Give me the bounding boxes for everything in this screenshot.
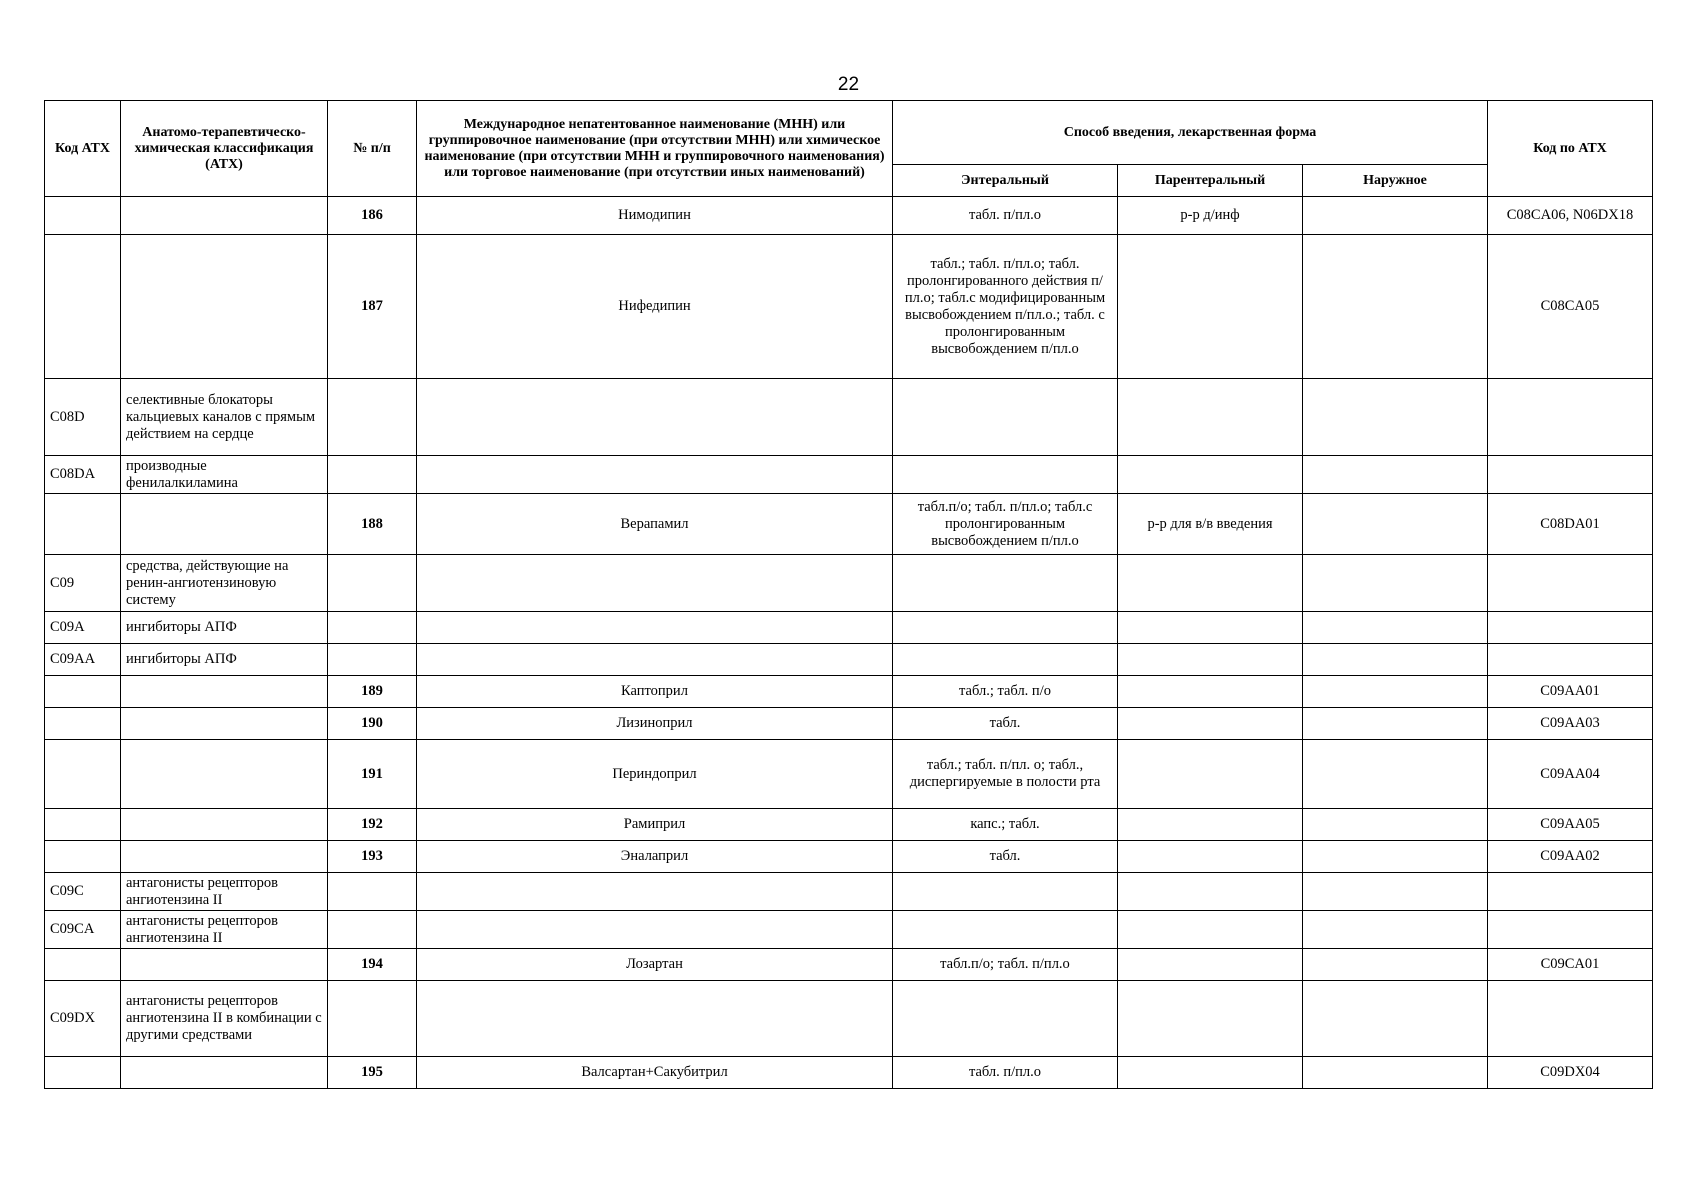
cell-classification: ингибиторы АПФ (121, 612, 328, 644)
cell-enteral: табл.; табл. п/пл. о; табл., диспергируемые в полости рта (893, 740, 1118, 809)
table-row (45, 197, 1653, 235)
cell-num (328, 456, 417, 494)
cell-code-by-atx (1488, 981, 1653, 1057)
cell-enteral: табл. (893, 841, 1118, 873)
cell-num: 192 (328, 809, 417, 841)
cell-enteral: капс.; табл. (893, 809, 1118, 841)
cell-code-by-atx (1488, 873, 1653, 911)
cell-classification: производные фенилалкиламина (121, 456, 328, 494)
table-header (45, 101, 1653, 197)
cell-external (1303, 197, 1488, 235)
cell-code-atx (45, 676, 121, 708)
table-row (45, 379, 1653, 456)
cell-code-atx: C09AA (45, 644, 121, 676)
cell-enteral (893, 379, 1118, 456)
header-code-by-atx: Код по АТХ (1488, 101, 1653, 197)
cell-num: 195 (328, 1057, 417, 1089)
cell-name (417, 981, 893, 1057)
cell-code-atx (45, 1057, 121, 1089)
table-row (45, 981, 1653, 1057)
cell-parenteral (1118, 1057, 1303, 1089)
cell-enteral (893, 911, 1118, 949)
cell-classification (121, 1057, 328, 1089)
cell-name: Верапамил (417, 494, 893, 555)
cell-name (417, 644, 893, 676)
cell-name: Валсартан+Сакубитрил (417, 1057, 893, 1089)
cell-code-atx: C09A (45, 612, 121, 644)
cell-code-atx (45, 708, 121, 740)
header-classification: Анатомо-терапевтическо-химическая классификация (АТХ) (121, 101, 328, 197)
cell-parenteral (1118, 456, 1303, 494)
cell-num (328, 379, 417, 456)
cell-code-atx: C09C (45, 873, 121, 911)
cell-parenteral (1118, 911, 1303, 949)
cell-code-atx: C08DA (45, 456, 121, 494)
cell-code-atx (45, 494, 121, 555)
cell-enteral: табл. п/пл.о (893, 1057, 1118, 1089)
cell-parenteral (1118, 235, 1303, 379)
cell-classification: ингибиторы АПФ (121, 644, 328, 676)
header-code-atx: Код АТХ (45, 101, 121, 197)
cell-enteral: табл.; табл. п/пл.о; табл. пролонгированного действия п/пл.о; табл.с модифицированным высвобождением п/пл.о.; табл. с пролонгированным высвобождением п/пл.о (893, 235, 1118, 379)
header-route: Способ введения, лекарственная форма (893, 101, 1488, 165)
cell-parenteral (1118, 676, 1303, 708)
page-number: 22 (837, 74, 860, 95)
header-external: Наружное (1303, 165, 1488, 197)
cell-code-by-atx: C09AA02 (1488, 841, 1653, 873)
cell-enteral: табл.п/о; табл. п/пл.о; табл.с пролонгированным высвобождением п/пл.о (893, 494, 1118, 555)
cell-code-by-atx (1488, 612, 1653, 644)
cell-external (1303, 644, 1488, 676)
table-row (45, 612, 1653, 644)
cell-enteral (893, 555, 1118, 612)
cell-name (417, 379, 893, 456)
table-row (45, 676, 1653, 708)
table-row (45, 949, 1653, 981)
cell-enteral: табл. (893, 708, 1118, 740)
cell-code-by-atx: C09AA03 (1488, 708, 1653, 740)
cell-code-by-atx: C08DA01 (1488, 494, 1653, 555)
cell-code-atx: C09CA (45, 911, 121, 949)
cell-classification (121, 740, 328, 809)
cell-parenteral (1118, 555, 1303, 612)
cell-classification: антагонисты рецепторов ангиотензина II (121, 873, 328, 911)
cell-code-atx (45, 235, 121, 379)
cell-external (1303, 379, 1488, 456)
table-row (45, 708, 1653, 740)
cell-parenteral (1118, 841, 1303, 873)
cell-name: Каптоприл (417, 676, 893, 708)
cell-enteral: табл. п/пл.о (893, 197, 1118, 235)
cell-name: Рамиприл (417, 809, 893, 841)
table-row (45, 809, 1653, 841)
cell-code-by-atx (1488, 379, 1653, 456)
cell-external (1303, 841, 1488, 873)
cell-code-atx (45, 740, 121, 809)
cell-parenteral (1118, 873, 1303, 911)
cell-parenteral: р-р д/инф (1118, 197, 1303, 235)
cell-parenteral (1118, 379, 1303, 456)
cell-num: 189 (328, 676, 417, 708)
cell-classification (121, 676, 328, 708)
header-name: Международное непатентованное наименование (МНН) или группировочное наименование (при отсутствии МНН) или химическое наименование (при отсутствии МНН и группировочного наименования) или торговое наименование (при отсутствии иных наименований) (417, 101, 893, 197)
cell-classification: селективные блокаторы кальциевых каналов с прямым действием на сердце (121, 379, 328, 456)
cell-external (1303, 873, 1488, 911)
cell-code-by-atx: C09DX04 (1488, 1057, 1653, 1089)
cell-classification: средства, действующие на ренин-ангиотензиновую систему (121, 555, 328, 612)
cell-num (328, 873, 417, 911)
cell-external (1303, 494, 1488, 555)
cell-classification (121, 809, 328, 841)
cell-code-by-atx: C08CA06, N06DX18 (1488, 197, 1653, 235)
table-row (45, 873, 1653, 911)
cell-parenteral (1118, 809, 1303, 841)
cell-name: Эналаприл (417, 841, 893, 873)
header-enteral: Энтеральный (893, 165, 1118, 197)
cell-num (328, 612, 417, 644)
cell-classification (121, 949, 328, 981)
cell-external (1303, 740, 1488, 809)
table-row (45, 644, 1653, 676)
cell-num: 188 (328, 494, 417, 555)
header-parenteral: Парентеральный (1118, 165, 1303, 197)
cell-external (1303, 708, 1488, 740)
cell-code-atx: C09 (45, 555, 121, 612)
table-row (45, 1057, 1653, 1089)
cell-parenteral (1118, 708, 1303, 740)
cell-external (1303, 911, 1488, 949)
cell-num: 191 (328, 740, 417, 809)
cell-external (1303, 612, 1488, 644)
cell-code-atx: C08D (45, 379, 121, 456)
table-body (45, 197, 1653, 1089)
cell-name: Лизиноприл (417, 708, 893, 740)
cell-classification (121, 235, 328, 379)
cell-external (1303, 555, 1488, 612)
cell-name (417, 911, 893, 949)
cell-enteral (893, 873, 1118, 911)
cell-name: Периндоприл (417, 740, 893, 809)
cell-code-by-atx (1488, 555, 1653, 612)
cell-code-atx (45, 197, 121, 235)
cell-parenteral (1118, 644, 1303, 676)
cell-external (1303, 949, 1488, 981)
cell-parenteral (1118, 740, 1303, 809)
cell-name (417, 612, 893, 644)
cell-external (1303, 676, 1488, 708)
cell-code-atx (45, 949, 121, 981)
header-num: № п/п (328, 101, 417, 197)
cell-num (328, 644, 417, 676)
table-row (45, 841, 1653, 873)
cell-num: 187 (328, 235, 417, 379)
table-row (45, 911, 1653, 949)
cell-classification: антагонисты рецепторов ангиотензина II в комбинации с другими средствами (121, 981, 328, 1057)
cell-code-by-atx (1488, 644, 1653, 676)
cell-name (417, 555, 893, 612)
cell-num (328, 911, 417, 949)
cell-code-by-atx: C09AA01 (1488, 676, 1653, 708)
table-row (45, 494, 1653, 555)
cell-enteral (893, 612, 1118, 644)
cell-name: Лозартан (417, 949, 893, 981)
cell-external (1303, 809, 1488, 841)
cell-external (1303, 456, 1488, 494)
cell-code-by-atx: C09AA04 (1488, 740, 1653, 809)
cell-code-atx: C09DX (45, 981, 121, 1057)
cell-parenteral (1118, 981, 1303, 1057)
cell-classification (121, 494, 328, 555)
cell-name (417, 873, 893, 911)
cell-code-by-atx: C09AA05 (1488, 809, 1653, 841)
cell-code-atx (45, 841, 121, 873)
table-row (45, 740, 1653, 809)
cell-code-by-atx: C09CA01 (1488, 949, 1653, 981)
cell-enteral: табл.; табл. п/о (893, 676, 1118, 708)
cell-num: 193 (328, 841, 417, 873)
cell-num: 194 (328, 949, 417, 981)
cell-code-by-atx (1488, 456, 1653, 494)
cell-external (1303, 1057, 1488, 1089)
table-row (45, 555, 1653, 612)
cell-num: 190 (328, 708, 417, 740)
cell-enteral (893, 981, 1118, 1057)
cell-enteral: табл.п/о; табл. п/пл.о (893, 949, 1118, 981)
cell-enteral (893, 456, 1118, 494)
cell-name (417, 456, 893, 494)
cell-name: Нимодипин (417, 197, 893, 235)
cell-parenteral (1118, 612, 1303, 644)
cell-name: Нифедипин (417, 235, 893, 379)
cell-code-atx (45, 809, 121, 841)
table-row (45, 235, 1653, 379)
cell-external (1303, 981, 1488, 1057)
cell-parenteral: р-р для в/в введения (1118, 494, 1303, 555)
cell-classification (121, 708, 328, 740)
cell-code-by-atx (1488, 911, 1653, 949)
cell-code-by-atx: C08CA05 (1488, 235, 1653, 379)
cell-classification (121, 841, 328, 873)
cell-parenteral (1118, 949, 1303, 981)
cell-num (328, 555, 417, 612)
cell-num: 186 (328, 197, 417, 235)
atx-table (44, 100, 1653, 1089)
table-row (45, 456, 1653, 494)
cell-enteral (893, 644, 1118, 676)
cell-num (328, 981, 417, 1057)
cell-classification: антагонисты рецепторов ангиотензина II (121, 911, 328, 949)
cell-external (1303, 235, 1488, 379)
cell-classification (121, 197, 328, 235)
